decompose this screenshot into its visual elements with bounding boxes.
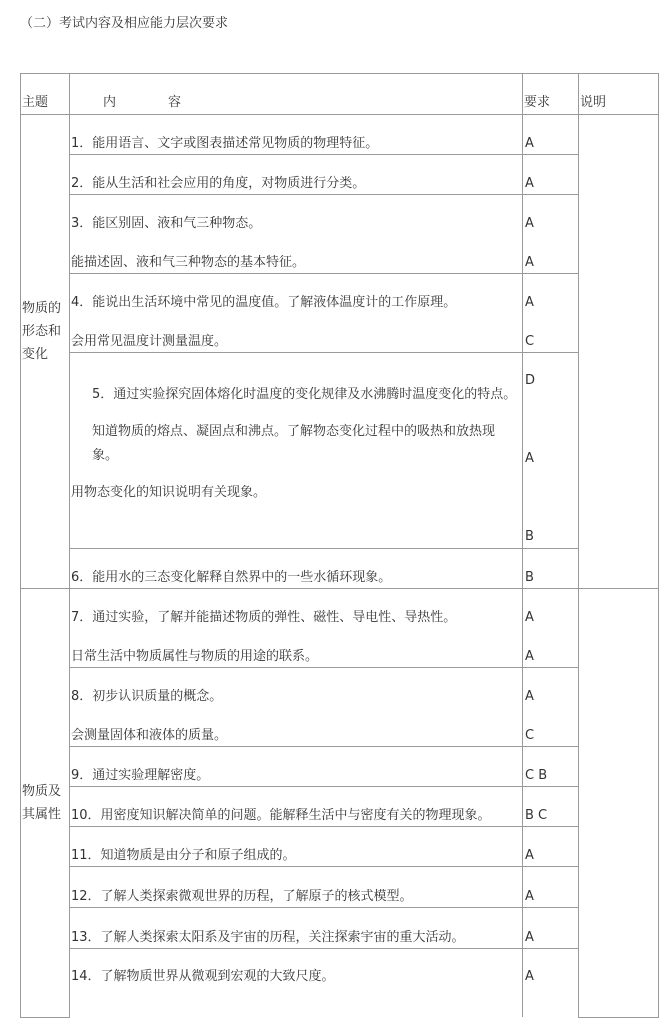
content-line: 8．初步认识质量的概念。 [71,689,223,704]
content-line: 14．了解物质世界从微观到宏观的大致尺度。 [71,969,335,984]
level-value: A [525,930,534,945]
table-row [21,549,659,589]
content-line: 4．能说出生活环境中常见的温度值。了解液体温度计的工作原理。 [71,295,457,310]
table-row [21,589,659,668]
level-value: A [525,255,534,270]
table-row [21,787,659,827]
table-row [21,908,659,949]
table-row [21,827,659,867]
content-line: 11．知道物质是由分子和原子组成的。 [71,848,296,863]
level-value: A [525,216,534,231]
header-level: 要求 [524,95,551,110]
content-line: 3．能区别固、液和气三种物态。 [71,216,262,231]
content-line: 5．通过实验探究固体熔化时温度的变化规律及水沸腾时温度变化的特点。 [92,387,517,402]
level-value: A [525,136,534,151]
section-heading: （二）考试内容及相应能力层次要求 [20,16,229,31]
content-line: 知道物质的熔点、凝固点和沸点。了解物态变化过程中的吸热和放热现象。 [92,424,496,463]
level-value: A [525,176,534,191]
level-value: A [525,295,534,310]
requirements-table [20,73,659,1018]
level-value: A [525,689,534,704]
table-row [21,949,659,1018]
topic-cell: 物质的形态和变化 [21,115,70,589]
header-note: 说明 [580,95,607,110]
content-line: 7．通过实验，了解并能描述物质的弹性、磁性、导电性、导热性。 [71,610,457,625]
note-cell [579,115,659,589]
content-line: 用物态变化的知识说明有关现象。 [71,485,267,500]
table-row [21,668,659,747]
note-cell [579,589,659,1018]
content-line: 10．用密度知识解决简单的问题。能解释生活中与密度有关的物理现象。 [71,808,491,823]
content-line: 日常生活中物质属性与物质的用途的联系。 [71,649,319,664]
table-row [21,115,659,155]
table-row [21,747,659,787]
content-line: 13．了解人类探索太阳系及宇宙的历程，关注探索宇宙的重大活动。 [71,930,465,945]
table-header-row [21,74,659,115]
content-line: 12．了解人类探索微观世界的历程，了解原子的核式模型。 [71,889,413,904]
level-value: A [525,848,534,863]
content-line: 9．通过实验理解密度。 [71,768,210,783]
level-value: C [525,334,535,349]
content-line: 1．能用语言、文字或图表描述常见物质的物理特征。 [71,136,379,151]
header-content: 内 容 [103,95,182,110]
level-value: C [525,728,535,743]
level-value: B [525,570,534,585]
header-topic: 主题 [22,95,49,110]
level-value: C B [525,768,548,783]
level-value: B [525,529,534,544]
content-line: 6．能用水的三态变化解释自然界中的一些水循环现象。 [71,570,392,585]
level-value: A [525,649,534,664]
content-line: 会用常见温度计测量温度。 [71,334,228,349]
level-value: A [525,451,534,466]
level-value: A [525,610,534,625]
level-value: B C [525,808,548,823]
content-line: 会测量固体和液体的质量。 [71,728,228,743]
table-row [21,155,659,195]
topic-cell: 物质及其属性 [21,589,70,1018]
content-line: 2．能从生活和社会应用的角度，对物质进行分类。 [71,176,366,191]
table-row [21,195,659,274]
level-value: D [525,373,536,388]
level-value: A [525,889,534,904]
table-row [21,274,659,353]
level-value: A [525,969,534,984]
content-line: 能描述固、液和气三种物态的基本特征。 [71,255,306,270]
table-row [21,353,659,549]
table-row [21,867,659,908]
